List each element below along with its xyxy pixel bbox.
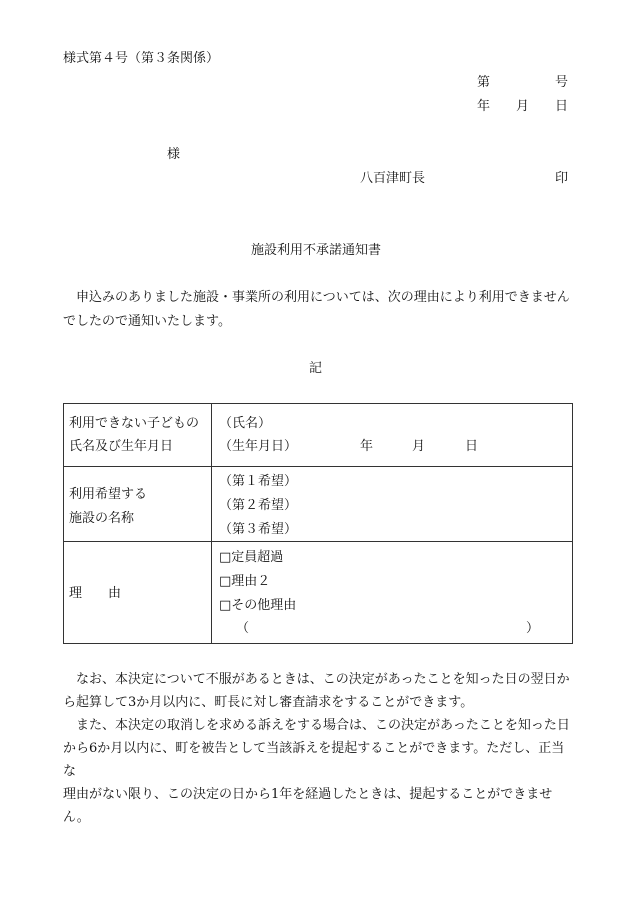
ki-heading: 記 — [309, 361, 323, 376]
table-column-divider — [211, 404, 212, 643]
intro-line-1: 申込みのありました施設・事業所の利用については、次の理由により利用できません — [76, 290, 570, 305]
child-birth-field: （生年月日） — [219, 439, 298, 454]
date-month: 月 — [516, 99, 530, 114]
appeal-notice — [63, 668, 573, 829]
reason-label: 理 由 — [69, 586, 122, 601]
facility-choice-3: （第３希望） — [219, 522, 298, 537]
child-name-field: （氏名） — [219, 416, 272, 431]
date-day: 日 — [555, 99, 569, 114]
table-row-divider-2 — [64, 541, 572, 542]
details-table — [63, 403, 573, 644]
document-title: 施設利用不承諾通知書 — [251, 243, 382, 258]
facility-label-line-2: 施設の名称 — [69, 511, 135, 526]
birth-month-label: 月 — [412, 439, 426, 454]
lawsuit-line-3: 理由がない限り、この決定の日から1年を経過したときは、提起することができません。 — [63, 787, 553, 825]
form-number: 様式第４号（第３条関係） — [63, 51, 220, 66]
facility-choice-1: （第１希望） — [219, 474, 298, 489]
other-reason-paren-close: ） — [526, 621, 540, 636]
child-label-line-1: 利用できない子どもの — [69, 416, 200, 431]
facility-label-line-1: 利用希望する — [69, 487, 148, 502]
facility-choice-2: （第２希望） — [219, 498, 298, 513]
intro-line-2: でしたので通知いたします。 — [63, 314, 231, 329]
other-reason-paren-open: （ — [236, 621, 250, 636]
lawsuit-line-2: から6か月以内に、町を被告として当該訴えを提起することができます。ただし、正当な — [63, 741, 565, 779]
issuer-seal: 印 — [555, 171, 569, 186]
reason-other-checkbox: □その他理由 — [219, 598, 297, 613]
doc-number-prefix: 第 — [477, 75, 491, 90]
table-row-divider-1 — [64, 466, 572, 467]
reason-2-checkbox: □理由２ — [219, 574, 271, 589]
birth-day-label: 日 — [465, 439, 479, 454]
issuer-name: 八百津町長 — [360, 171, 426, 186]
appeal-line-2: ら起算して3か月以内に、町長に対し審査請求をすることができます。 — [63, 695, 474, 710]
appeal-line-1: なお、本決定について不服があるときは、この決定があったことを知った日の翌日か — [76, 672, 570, 687]
doc-number-suffix: 号 — [555, 75, 569, 90]
birth-year-label: 年 — [360, 439, 374, 454]
lawsuit-line-1: また、本決定の取消しを求める訴えをする場合は、この決定があったことを知った日 — [76, 718, 570, 733]
date-year: 年 — [477, 99, 491, 114]
intro-paragraph — [63, 286, 573, 334]
reason-capacity-checkbox: □定員超過 — [219, 550, 284, 565]
addressee-honorific: 様 — [167, 147, 181, 162]
child-label-line-2: 氏名及び生年月日 — [69, 439, 174, 454]
